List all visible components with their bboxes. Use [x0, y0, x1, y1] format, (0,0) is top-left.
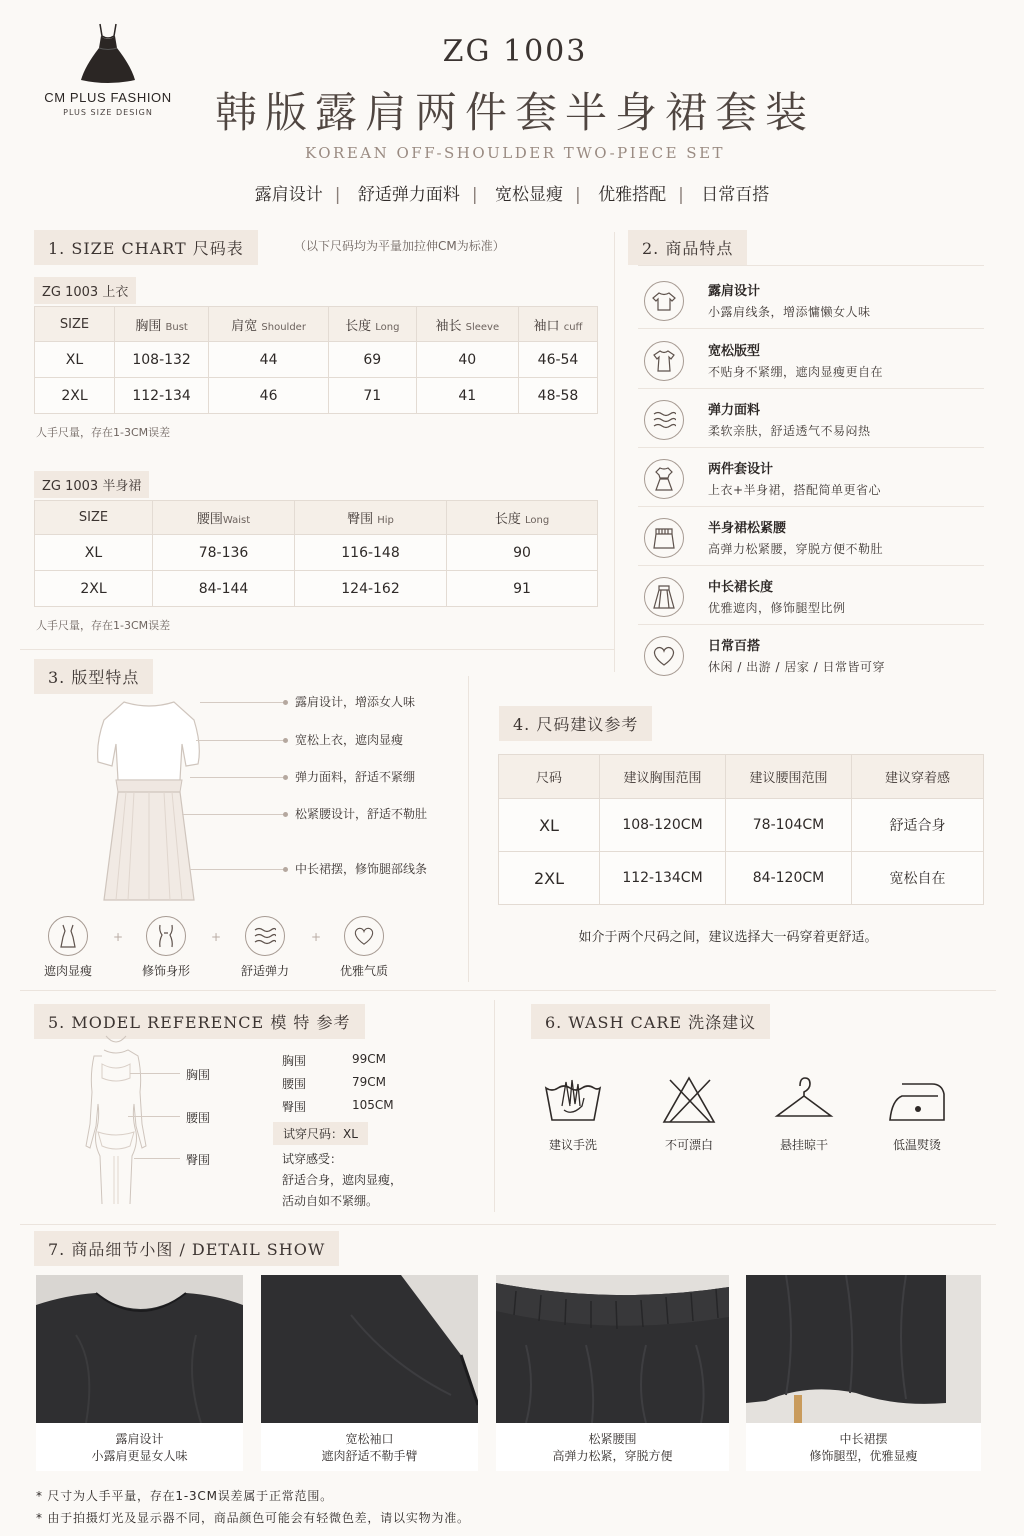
- fit-heading: 3. 版型特点: [34, 659, 153, 694]
- hand-wash-icon: [544, 1076, 602, 1124]
- top-table-label: ZG 1003 上衣: [34, 277, 136, 304]
- features-heading: 2. 商品特点: [628, 230, 747, 265]
- feature-item: 宽松版型 不贴身不紧绷，遮肉显瘦更自在: [638, 330, 984, 389]
- fit-callout: 松紧腰设计，舒适不勒肚: [295, 807, 428, 821]
- recommend-heading: 4. 尺码建议参考: [499, 706, 652, 741]
- skirt-table-label: ZG 1003 半身裙: [34, 471, 149, 498]
- table-row: XL 108-120CM 78-104CM 舒适合身: [499, 799, 984, 852]
- size-chart-note: （以下尺码均为平量加拉伸CM为标准）: [294, 239, 505, 253]
- table-header: 袖口 cuff: [519, 307, 598, 342]
- elastic-waist-icon: [644, 518, 684, 558]
- sleeve-photo: [261, 1275, 478, 1423]
- table-row: 2XL 84-144 124-162 91: [35, 571, 598, 607]
- table-header: SIZE: [35, 307, 115, 342]
- table-header: 臀围 Hip: [295, 501, 447, 535]
- fit-icon-label: 舒适弹力: [240, 964, 289, 978]
- feature-tags: 露肩设计 | 舒适弹力面料 | 宽松显瘦 | 优雅搭配 | 日常百搭: [254, 185, 770, 205]
- wash-label: 建议手洗: [548, 1138, 597, 1152]
- table-header: SIZE: [35, 501, 153, 535]
- column-divider: [494, 1000, 495, 1212]
- measure-label: 臀围: [282, 1100, 307, 1114]
- stretch-waves-icon: [245, 916, 285, 956]
- table-header: 肩宽 Shoulder: [209, 307, 329, 342]
- footnote: * 尺寸为人手平量，存在1-3CM误差属于正常范围。: [36, 1489, 333, 1503]
- skirt-table-note: 人手尺量，存在1-3CM误差: [36, 619, 171, 632]
- feel-line: 舒适合身，遮肉显瘦，: [282, 1173, 403, 1187]
- midi-skirt-icon: [644, 577, 684, 617]
- two-piece-dress-icon: [644, 459, 684, 499]
- divider: [20, 649, 614, 650]
- feature-item: 两件套设计 上衣+半身裙，搭配简单更省心: [638, 448, 984, 507]
- trial-size: 试穿尺码：XL: [273, 1122, 368, 1145]
- measure-value: 99CM: [352, 1052, 387, 1066]
- neckline-photo: [36, 1275, 243, 1423]
- wash-label: 不可漂白: [664, 1138, 713, 1152]
- off-shoulder-top-icon: [644, 281, 684, 321]
- measure-label: 腰围: [282, 1077, 307, 1091]
- wash-label: 低温熨烫: [892, 1138, 941, 1152]
- divider: [638, 265, 984, 266]
- page-title: 韩版露肩两件套半身裙套装: [214, 88, 815, 137]
- table-header: 袖长 Sleeve: [416, 307, 518, 342]
- waistband-photo: [496, 1275, 729, 1423]
- fit-callout: 露肩设计，增添女人味: [295, 695, 416, 709]
- body-figure-illustration: [76, 1034, 156, 1206]
- table-header: 建议腰围范围: [726, 755, 852, 799]
- low-iron-icon: [888, 1076, 946, 1124]
- measure-label: 胸围: [282, 1054, 307, 1068]
- tag: 日常百搭: [701, 185, 770, 205]
- stretch-waves-icon: [644, 400, 684, 440]
- divider: [20, 1224, 996, 1225]
- table-header: 腰围Waist: [153, 501, 295, 535]
- table-row: 2XL 112-134 46 71 41 48-58: [35, 378, 598, 414]
- outfit-illustration: [94, 696, 204, 906]
- feature-item: 半身裙松紧腰 高弹力松紧腰，穿脱方便不勒肚: [638, 507, 984, 566]
- loose-shirt-icon: [644, 341, 684, 381]
- recommend-note: 如介于两个尺码之间，建议选择大一码穿着更舒适。: [578, 930, 878, 945]
- heart-icon: [644, 636, 684, 676]
- top-table-note: 人手尺量，存在1-3CM误差: [36, 426, 171, 439]
- table-row: 2XL 112-134CM 84-120CM 宽松自在: [499, 852, 984, 905]
- detail-caption: 宽松袖口 遮肉舒适不勒手臂: [261, 1423, 478, 1471]
- feature-item: 中长裙长度 优雅遮肉，修饰腿型比例: [638, 566, 984, 625]
- model-heading: 5. MODEL REFERENCE 模 特 参考: [34, 1004, 365, 1039]
- measure-value: 105CM: [352, 1098, 394, 1112]
- detail-photo: [261, 1275, 478, 1471]
- detail-photo: [496, 1275, 729, 1471]
- fit-callout: 弹力面料，舒适不紧绷: [295, 770, 416, 784]
- fit-icon-label: 遮肉显瘦: [43, 964, 92, 978]
- table-header: 建议胸围范围: [600, 755, 726, 799]
- table-header: 长度 Long: [447, 501, 598, 535]
- fit-callout: 中长裙摆，修饰腿部线条: [295, 862, 428, 876]
- feel-label: 试穿感受：: [282, 1152, 343, 1166]
- tag: 舒适弹力面料: [357, 185, 460, 205]
- skirt-size-table: [34, 500, 598, 607]
- table-row: XL 78-136 116-148 90: [35, 535, 598, 571]
- table-header: 尺码: [499, 755, 600, 799]
- feature-item: 露肩设计 小露肩线条，增添慵懒女人味: [638, 270, 984, 329]
- size-chart-heading: 1. SIZE CHART 尺码表: [34, 230, 258, 265]
- detail-caption: 露肩设计 小露肩更显女人味: [36, 1423, 243, 1471]
- brand-name: CM PLUS FASHION: [44, 90, 172, 105]
- feature-item: 日常百搭 休闲 / 出游 / 居家 / 日常皆可穿: [638, 625, 984, 684]
- detail-caption: 中长裙摆 修饰腿型，优雅显瘦: [746, 1423, 981, 1471]
- slim-body-icon: [48, 916, 88, 956]
- fit-callout: 宽松上衣，遮肉显瘦: [295, 733, 404, 747]
- wash-heading: 6. WASH CARE 洗涤建议: [531, 1004, 770, 1039]
- hanger-icon: [774, 1074, 834, 1124]
- measure-value: 79CM: [352, 1075, 387, 1089]
- table-header: 长度 Long: [329, 307, 417, 342]
- heart-icon: [344, 916, 384, 956]
- figure-label: 腰围: [186, 1111, 211, 1125]
- page-title-en: KOREAN OFF-SHOULDER TWO-PIECE SET: [304, 144, 726, 162]
- detail-caption: 松紧腰围 高弹力松紧，穿脱方便: [496, 1423, 729, 1471]
- divider: [20, 990, 996, 991]
- recommend-table: [498, 754, 984, 905]
- footnote: * 由于拍摄灯光及显示器不同，商品颜色可能会有轻微色差，请以实物为准。: [36, 1511, 470, 1525]
- top-size-table: [34, 306, 598, 414]
- product-code: ZG 1003: [442, 34, 588, 69]
- brand-subtitle: PLUS SIZE DESIGN: [63, 108, 153, 117]
- shape-body-icon: [146, 916, 186, 956]
- fit-icon-label: 优雅气质: [339, 964, 388, 978]
- feature-item: 弹力面料 柔软亲肤，舒适透气不易闷热: [638, 389, 984, 448]
- wash-label: 悬挂晾干: [779, 1138, 828, 1152]
- hem-photo: [746, 1275, 981, 1423]
- table-header: 胸围 Bust: [115, 307, 209, 342]
- table-header: 建议穿着感: [852, 755, 984, 799]
- details-heading: 7. 商品细节小图 / DETAIL SHOW: [34, 1231, 339, 1266]
- tag: 优雅搭配: [598, 185, 667, 205]
- column-divider: [468, 676, 469, 982]
- detail-photo: [746, 1275, 981, 1471]
- detail-photo: [36, 1275, 243, 1471]
- feel-line: 活动自如不紧绷。: [282, 1194, 379, 1208]
- tag: 露肩设计: [254, 185, 323, 205]
- figure-label: 臀围: [186, 1153, 211, 1167]
- figure-label: 胸围: [186, 1068, 211, 1082]
- table-row: XL 108-132 44 69 40 46-54: [35, 342, 598, 378]
- fit-icon-label: 修饰身形: [141, 964, 190, 978]
- tag: 宽松显瘦: [495, 185, 563, 205]
- column-divider: [614, 232, 615, 672]
- no-bleach-icon: [662, 1076, 716, 1124]
